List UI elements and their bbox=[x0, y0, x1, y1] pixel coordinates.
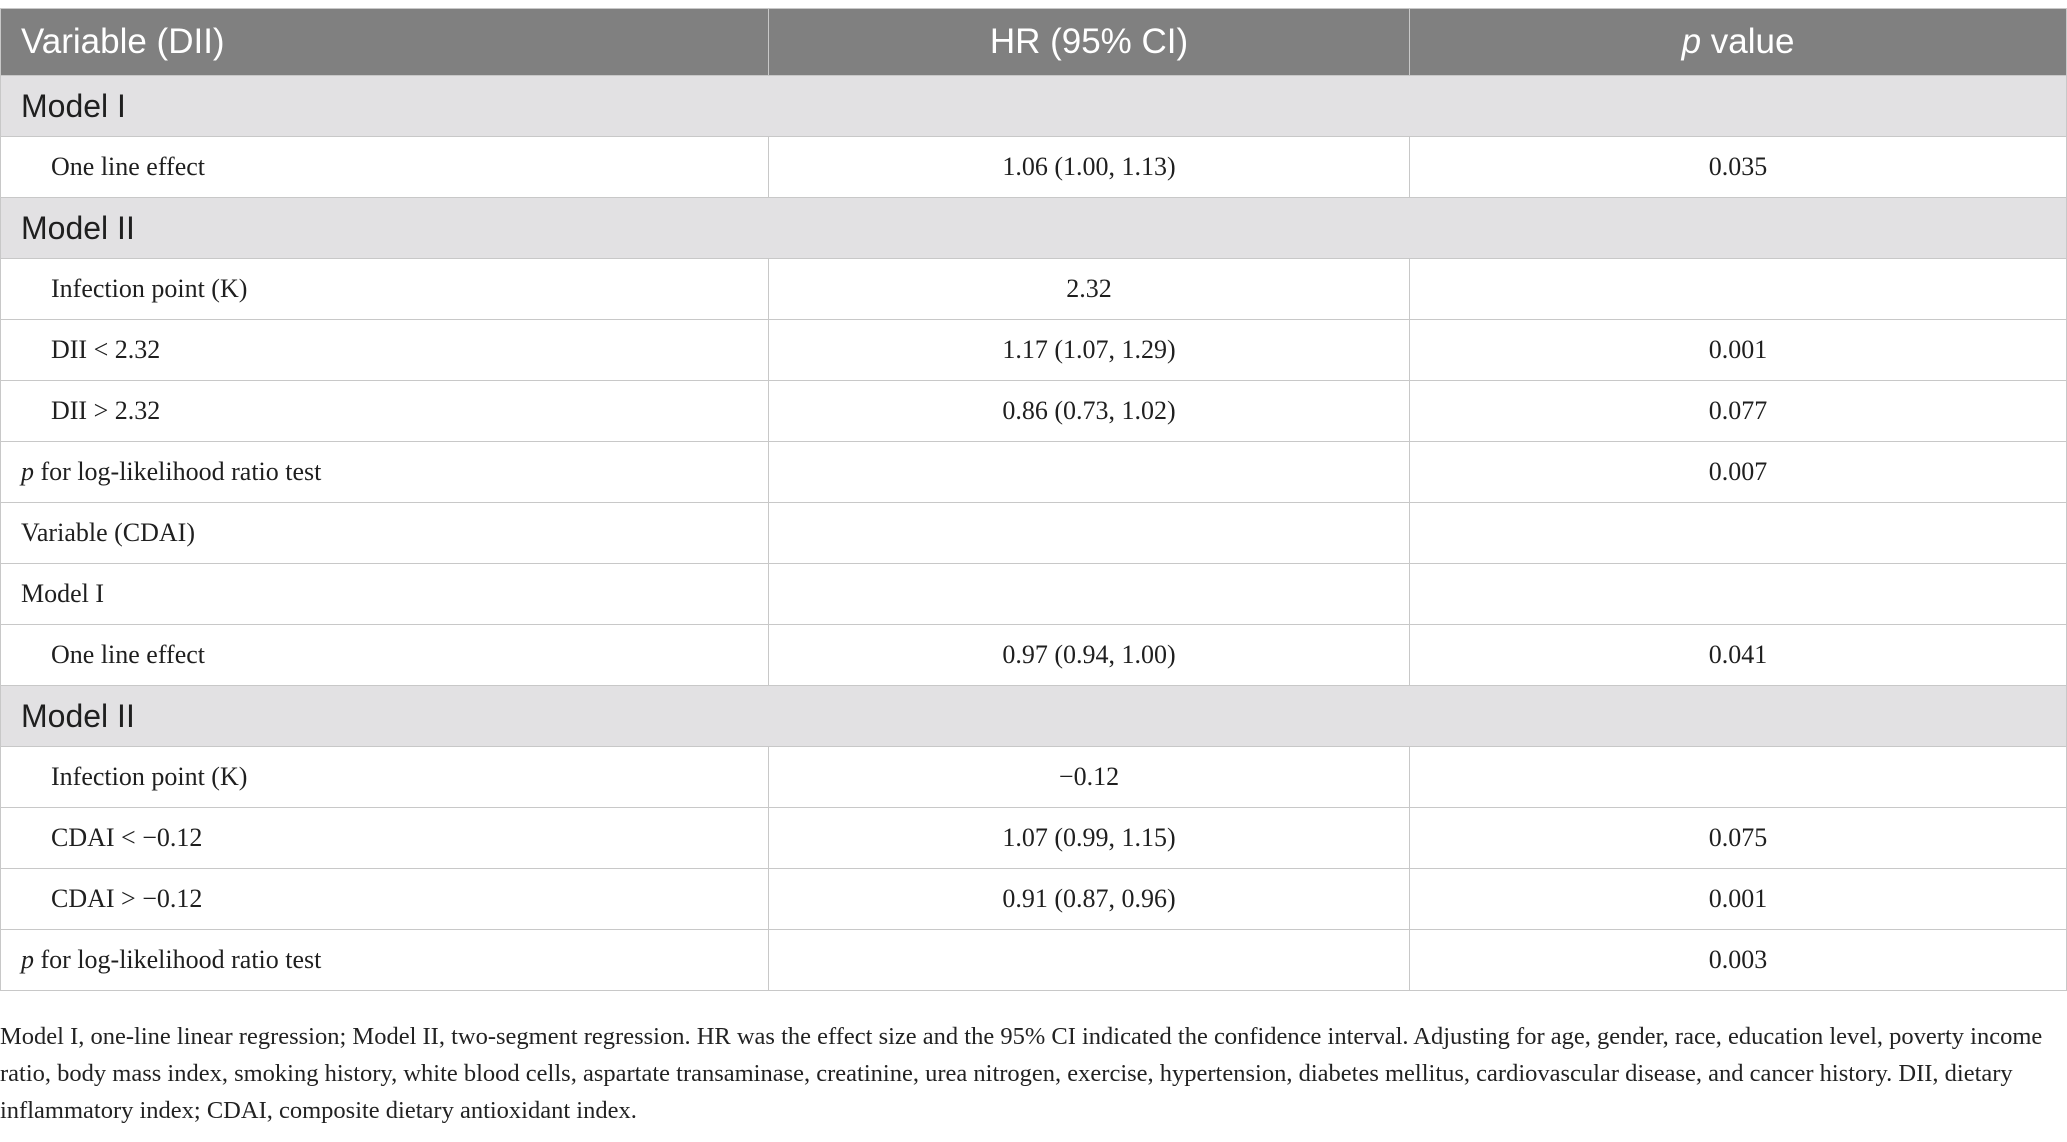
row-label: One line effect bbox=[1, 625, 769, 686]
row-p: 0.007 bbox=[1410, 442, 2067, 503]
table-row bbox=[1, 137, 2067, 198]
row-p: 0.001 bbox=[1410, 869, 2067, 930]
row-hr: 0.97 (0.94, 1.00) bbox=[769, 625, 1410, 686]
row-label: DII < 2.32 bbox=[1, 320, 769, 381]
row-p bbox=[1410, 564, 2067, 625]
row-label-italic: p bbox=[21, 457, 34, 486]
section-row-model-i bbox=[1, 76, 2067, 137]
row-hr: −0.12 bbox=[769, 747, 1410, 808]
table-row bbox=[1, 808, 2067, 869]
header-variable: Variable (DII) bbox=[1, 9, 769, 76]
row-p bbox=[1410, 503, 2067, 564]
row-p bbox=[1410, 747, 2067, 808]
section-title: Model II bbox=[1, 686, 2067, 747]
header-hr: HR (95% CI) bbox=[769, 9, 1410, 76]
row-label-rest: for log-likelihood ratio test bbox=[34, 945, 322, 974]
row-label: One line effect bbox=[1, 137, 769, 198]
row-hr bbox=[769, 930, 1410, 991]
table-row bbox=[1, 869, 2067, 930]
row-label: CDAI > −0.12 bbox=[1, 869, 769, 930]
section-row-model-ii-cdai bbox=[1, 686, 2067, 747]
table-header bbox=[1, 9, 2067, 76]
row-p: 0.001 bbox=[1410, 320, 2067, 381]
section-row-model-ii bbox=[1, 198, 2067, 259]
row-hr: 1.17 (1.07, 1.29) bbox=[769, 320, 1410, 381]
header-p-value bbox=[1410, 9, 2067, 76]
header-p-italic: p bbox=[1681, 22, 1702, 61]
row-p: 0.003 bbox=[1410, 930, 2067, 991]
row-label: Model I bbox=[1, 564, 769, 625]
table-row bbox=[1, 503, 2067, 564]
row-p bbox=[1410, 259, 2067, 320]
row-hr bbox=[769, 442, 1410, 503]
header-p-rest: value bbox=[1701, 22, 1795, 61]
row-hr: 1.07 (0.99, 1.15) bbox=[769, 808, 1410, 869]
row-p: 0.041 bbox=[1410, 625, 2067, 686]
row-p: 0.077 bbox=[1410, 381, 2067, 442]
section-title: Model I bbox=[1, 76, 2067, 137]
row-p: 0.035 bbox=[1410, 137, 2067, 198]
row-hr: 0.86 (0.73, 1.02) bbox=[769, 381, 1410, 442]
table-row bbox=[1, 930, 2067, 991]
row-hr: 2.32 bbox=[769, 259, 1410, 320]
row-p: 0.075 bbox=[1410, 808, 2067, 869]
row-label: CDAI < −0.12 bbox=[1, 808, 769, 869]
row-label: Infection point (K) bbox=[1, 747, 769, 808]
table-footnote: Model I, one-line linear regression; Model II, two-segment regression. HR was the effect size and the 95% CI indicated the confidence interval. Adjusting for age, gender, race, education level, poverty income ratio, body mass index, smoking history, white blood cells, aspartate transaminase, creatinine, urea nitrogen, exercise, hypertension, diabetes mellitus, cardiovascular disease, and cancer history. DII, dietary inflammatory index; CDAI, composite dietary antioxidant index. bbox=[0, 1023, 2043, 1124]
row-label: Variable (CDAI) bbox=[1, 503, 769, 564]
results-table bbox=[0, 8, 2067, 991]
table-row bbox=[1, 442, 2067, 503]
row-hr: 0.91 (0.87, 0.96) bbox=[769, 869, 1410, 930]
row-label bbox=[1, 930, 769, 991]
table-row bbox=[1, 259, 2067, 320]
row-label bbox=[1, 442, 769, 503]
section-title: Model II bbox=[1, 198, 2067, 259]
table-body bbox=[1, 76, 2067, 991]
header-row bbox=[1, 9, 2067, 76]
table-row bbox=[1, 747, 2067, 808]
row-label-rest: for log-likelihood ratio test bbox=[34, 457, 322, 486]
row-label-italic: p bbox=[21, 945, 34, 974]
row-label: Infection point (K) bbox=[1, 259, 769, 320]
table-row bbox=[1, 381, 2067, 442]
row-hr: 1.06 (1.00, 1.13) bbox=[769, 137, 1410, 198]
results-table-container bbox=[0, 8, 2067, 991]
table-row bbox=[1, 320, 2067, 381]
row-hr bbox=[769, 503, 1410, 564]
table-row bbox=[1, 625, 2067, 686]
row-hr bbox=[769, 564, 1410, 625]
table-row bbox=[1, 564, 2067, 625]
row-label: DII > 2.32 bbox=[1, 381, 769, 442]
